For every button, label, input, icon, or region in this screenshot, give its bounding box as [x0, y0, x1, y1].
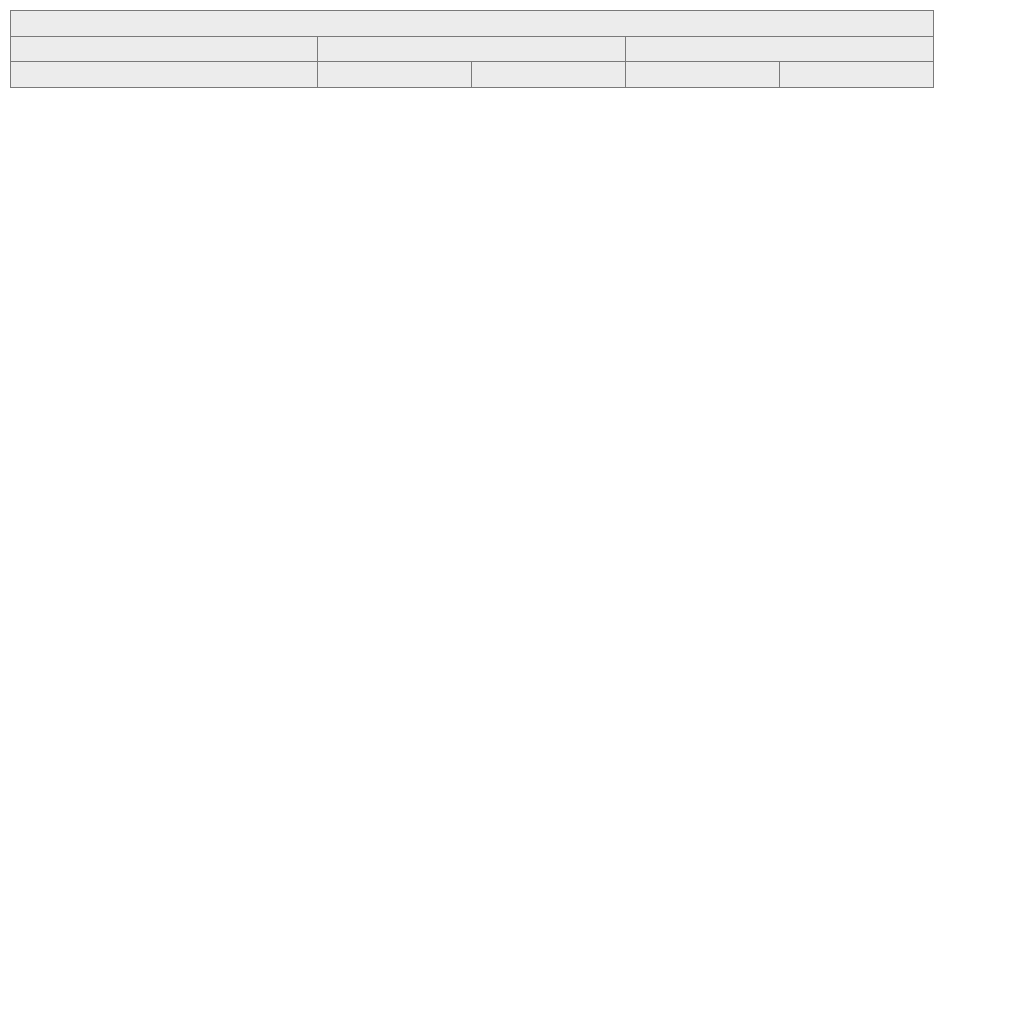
mode-header-std-low: [626, 62, 780, 88]
table-title: [11, 11, 934, 37]
comparison-table: [10, 10, 934, 87]
date-range: [11, 36, 318, 62]
average-header: [318, 36, 626, 62]
mode-header-avg-low: [318, 62, 472, 88]
colorbar: [947, 28, 1017, 428]
mode-header-std-high: [780, 62, 934, 88]
colorbar-gradient: [952, 32, 964, 420]
site-info-header: [11, 62, 318, 88]
mode-header-avg-high: [472, 62, 626, 88]
std-deviation-header: [626, 36, 934, 62]
